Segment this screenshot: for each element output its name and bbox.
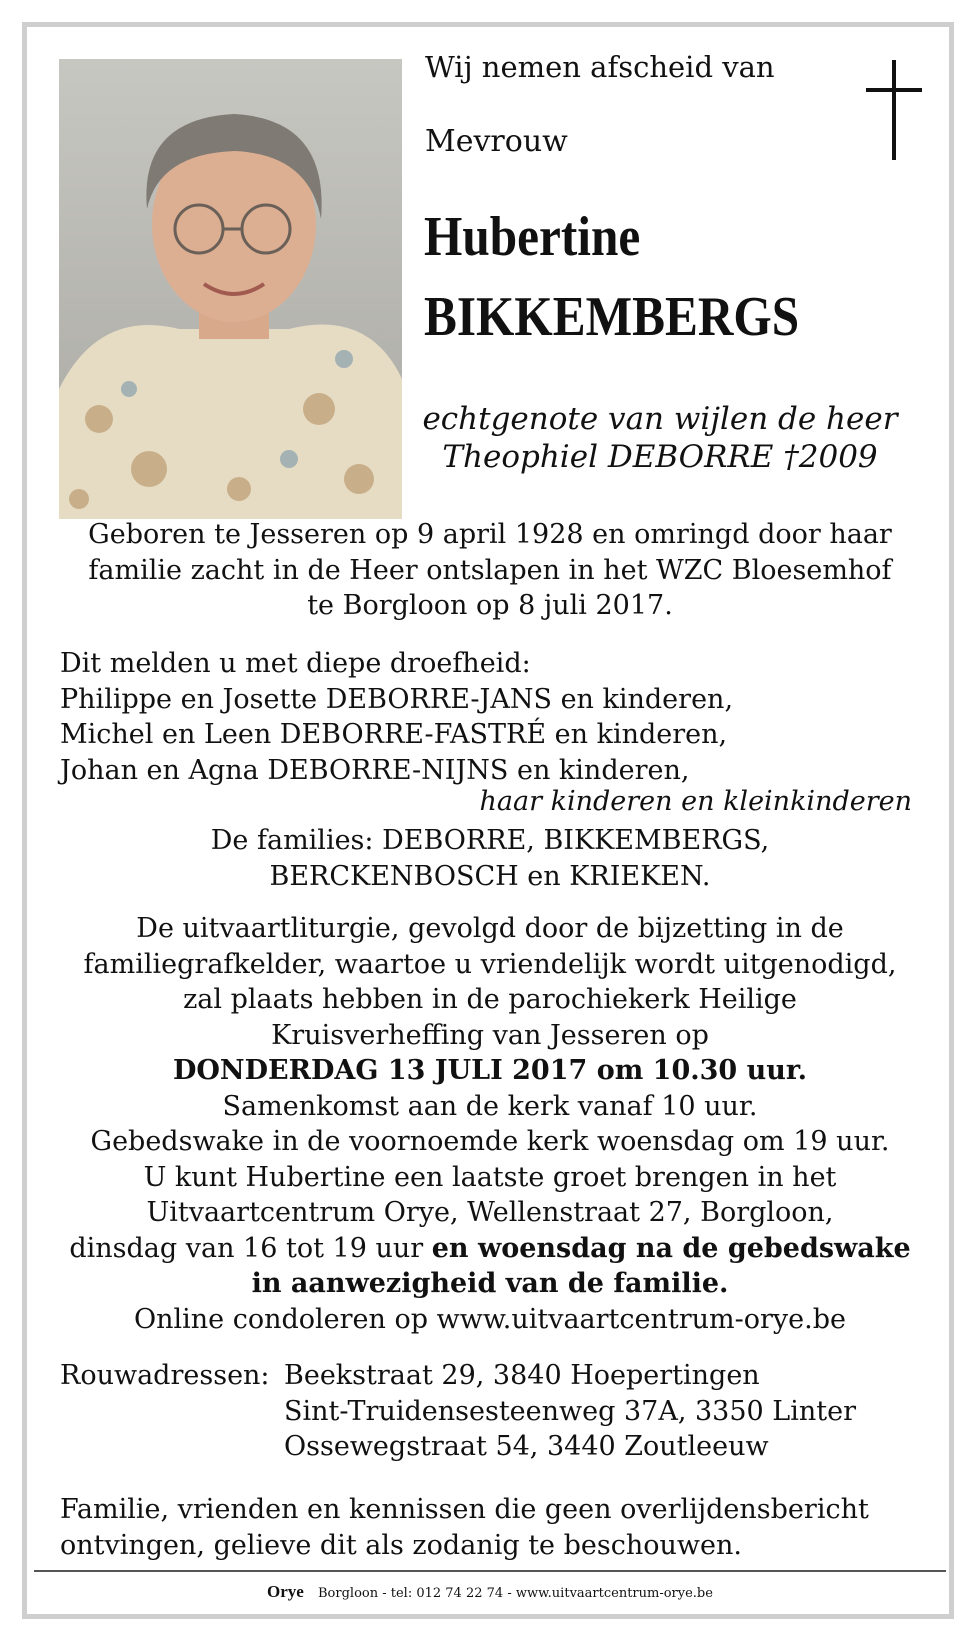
- visit-plain: dinsdag van 16 tot 19 uur: [69, 1232, 432, 1264]
- footer-contact: Borgloon - tel: 012 74 22 74 - www.uitvaartcentrum-orye.be: [318, 1586, 713, 1601]
- text-line: Gebedswake in de voornoemde kerk woensdag om 19 uur.: [90, 1126, 890, 1157]
- funeral-paragraph: [50, 911, 930, 1337]
- text-line: familiegrafkelder, waartoe u vriendelijk wordt uitgenodigd,: [83, 948, 897, 980]
- address-line: Ossewegstraat 54, 3440 Zoutleeuw: [284, 1431, 769, 1462]
- announcers-signature: haar kinderen en kleinkinderen: [479, 786, 912, 817]
- text-line: Philippe en Josette DEBORRE-JANS en kinderen,: [60, 683, 734, 715]
- visit-bold-line: in aanwezigheid van de familie.: [251, 1268, 729, 1299]
- text-line: De uitvaartliturgie, gevolgd door de bijzetting in de: [136, 913, 844, 944]
- addresses-label: Rouwadressen:: [60, 1360, 270, 1391]
- portrait-photo: [59, 59, 402, 519]
- families-paragraph: [50, 823, 930, 894]
- text-line: Michel en Leen DEBORRE-FASTRÉ en kinderen,: [60, 719, 728, 750]
- footer: [0, 1582, 980, 1602]
- intro-text: Wij nemen afscheid van: [425, 50, 775, 84]
- mourning-addresses: [60, 1358, 856, 1462]
- spouse-line: Theophiel DEBORRE †2009: [442, 439, 878, 475]
- text-line: Johan en Agna DEBORRE-NIJNS en kinderen,: [60, 754, 690, 786]
- deceased-last-name: BIKKEMBERGS: [424, 286, 800, 348]
- funeral-home-logo: Orye: [267, 1582, 304, 1601]
- spouse-line: echtgenote van wijlen de heer: [422, 401, 898, 437]
- text-line: Kruisverheffing van Jesseren op: [271, 1019, 709, 1051]
- text-line: BERCKENBOSCH en KRIEKEN.: [269, 860, 711, 892]
- announcers-paragraph: [60, 646, 940, 788]
- funeral-date: DONDERDAG 13 JULI 2017 om 10.30 uur.: [172, 1055, 808, 1086]
- spouse-note: [400, 400, 920, 476]
- text-line: Uitvaartcentrum Orye, Wellenstraat 27, Borgloon,: [146, 1197, 834, 1228]
- address-line: Sint-Truidensesteenweg 37A, 3350 Linter: [284, 1395, 856, 1427]
- text-line: Dit melden u met diepe droefheid:: [60, 648, 531, 679]
- text-line: Samenkomst aan de kerk vanaf 10 uur.: [222, 1090, 758, 1122]
- text-line: zal plaats hebben in de parochiekerk Heilige: [183, 984, 797, 1015]
- deceased-first-name: Hubertine: [424, 206, 641, 268]
- visit-bold: en woensdag na de gebedswake: [431, 1232, 911, 1264]
- cross-icon: [866, 60, 922, 160]
- text-line: te Borgloon op 8 juli 2017.: [307, 590, 673, 621]
- honorific: Mevrouw: [425, 124, 568, 159]
- text-line: U kunt Hubertine een laatste groet brengen in het: [143, 1161, 837, 1193]
- text-line: ontvingen, gelieve dit als zodanig te beschouwen.: [60, 1529, 742, 1561]
- text-line: familie zacht in de Heer ontslapen in het WZC Bloesemhof: [88, 554, 892, 586]
- text-line: De families: DEBORRE, BIKKEMBERGS,: [210, 825, 770, 856]
- text-line: Geboren te Jesseren op 9 april 1928 en omringd door haar: [88, 519, 892, 550]
- footer-divider: [34, 1570, 946, 1572]
- closing-paragraph: [60, 1492, 940, 1563]
- visit-line: [50, 1231, 930, 1267]
- birth-paragraph: [50, 517, 930, 624]
- text-line: Familie, vrienden en kennissen die geen overlijdensbericht: [60, 1494, 869, 1525]
- online-condolence: Online condoleren op www.uitvaartcentrum-orye.be: [133, 1303, 847, 1335]
- address-line: Beekstraat 29, 3840 Hoepertingen: [284, 1360, 760, 1391]
